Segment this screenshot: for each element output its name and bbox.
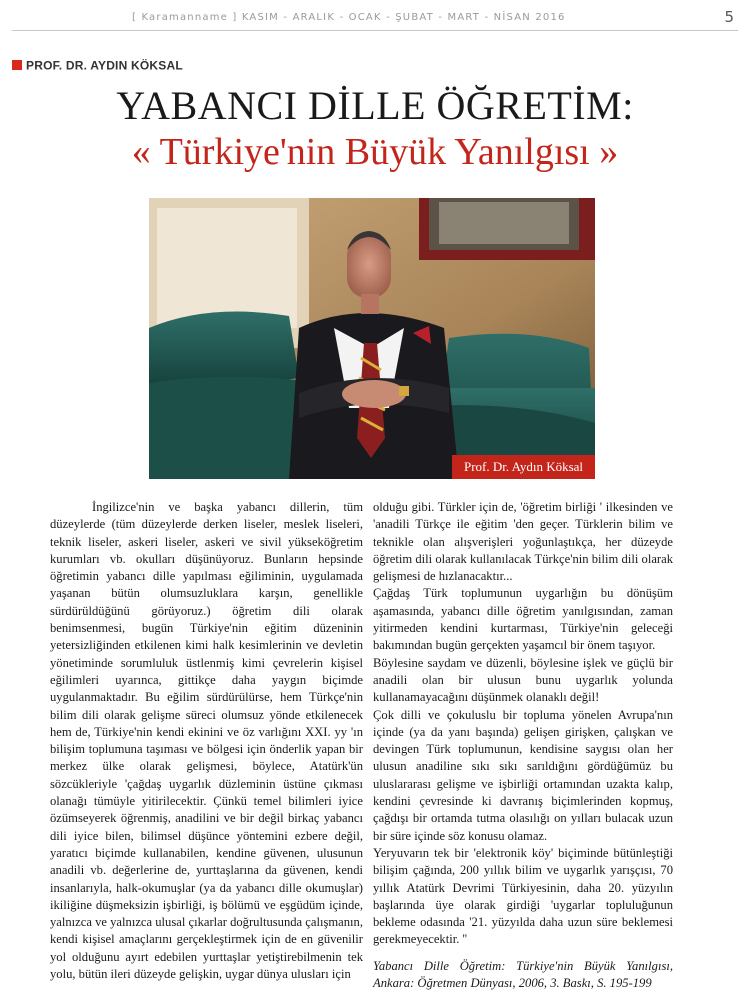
body-paragraph: Çok dilli ve çokuluslu bir topluma yönelen Avrupa'nın içinde (ya da yanı başında) gelişen girişken, çalışkan ve devingen Türk toplumunun, kendisine saygısı olan her ulusun anadiline sıkı sıkı sarıldığını gördüğümüz bu uluslararası gelişme ve işbirliği ortamından uzakta kalıp, kendini çevresinde ki davranış biçimlerinden kopmuş, çağdışı bir ortamda tutma olasılığı on yılları bulacak uzun bir süre içinde söz konusu olamaz. [373,707,673,843]
article-title: YABANCI DİLLE ÖĞRETİM: [116,83,634,128]
body-paragraph: Böylesine saydam ve düzenli, böylesine işlek ve güçlü bir anadili olan bir ulusun bunu uygarlık yolunda kullanamayacağını düşünmek olanaklı değil! [373,655,673,705]
author-photo [149,198,595,479]
body-paragraph: Yeryuvarın tek bir 'elektronik köy' biçiminde bütünleştiği bilişim çağında, 200 yıllık bilim ve uygarlık yarışçısı, 70 yıllık Atatürk Devrimi Türkiyesinin, daha 20. yüzyılın başlarında üye olarak girdiği 'uygarlar topluluğunun bekleme odasında '21. yüzyılda daha uzun süre beklemesi gerekmeyecektir. '' [373,845,673,947]
body-paragraph: olduğu gibi. Türkler için de, 'öğretim birliği ' ilkesinden ve 'anadili Türkçe ile eğitim 'den geçer. Türklerin bilim ve teknikle olan alışverişleri yoğunlaştıkça, her düzeyde öğretim dili olarak kullanılacak Türkçe'nin bilim dili olarak gelişmesi de hızlanacaktır... [373,500,673,584]
photo-caption: Prof. Dr. Aydın Köksal [452,455,595,479]
reference-citation: Yabancı Dille Öğretim: Türkiye'nin Büyük Yanılgısı, Ankara: Öğretmen Dünyası, 2006, 3. Baskı, S. 195-199 [373,958,673,991]
body-paragraph: İngilizce'nin ve başka yabancı dillerin, tüm düzeylerde (tüm düzeylerde derken liseler, meslek liseleri, teknik liseler, askeri liseler, askeri ve sivil yükseköğretim kurumları vb. okulları düşünüyoruz. Bunların hepsinde öğretimin yabancı dille yapılması eğiliminin, uygulamada yaşanan bütün olumsuzluklara karşın, genellikle sürdürüldüğünü görüyoruz.) öğretim dili olarak benimsenmesi, bugün Türkiye'nin eğitim düzeninin yetersizliğinden etkilenen kimi halk kesimlerinin ve devletin yönetiminde sorumluluk üstlenmiş kimi çevrelerin kişisel eğilimleri uyarınca, gittikçe daha yaygın biçimde uygulanmaktadır. Bu eğilim sürdürülürse, hem Türkçe'nin bilim dili olarak gelişme süreci olumsuz yönde etkilenecek hem de, Türkiye'nin kendi ekinini ve öz varlığını XXI. yy 'ın bilişim toplumuna taşıması ve bölgesi için önderlik yapan bir merkez ülke olarak gelişmesi, böylece, Atatürk'ün sözcükleriyle 'çağdaş uygarlık düzleminin üstüne çıkması olanağı tümüyle yitirilecektir. Çünkü temel bilimleri iyice özümseyerek öğrenmiş, anadilini ve bir değil birkaç yabancı dili iyice bilen, bilimsel düşünce yöntemini ezbere değil, yaratıcı biçimde kullanabilen, kendine güvenen, ulusunun anadili vb. değerlerine de, yurttaşlarına da güvenen, kendi insanlarıyla, halk-okumuşlar (ya da yabancı dille okumuşlar) ikiliğine düşmeksizin işbirliği, iş bölümü ve eşgüdüm içinde, yalnızca ve yalnızca ulusal çıkarlar doğrultusunda çalışmanın, kendi kişisel amaçlarını gerçekleştirmek için de en güvenilir yol olduğunu ayırt edebilen yurttaşlar yetiştirebilmenin tek yolu, bütün ileri düzeyde gelişkin, uygar dünya ulusları için [50,500,363,982]
red-square-icon [12,60,22,70]
body-paragraph: Çağdaş Türk toplumunun uygarlığın bu dönüşüm aşamasında, yabancı dille öğretim yanılgısından, zaman yitirmeden kendini kurtarması, Türkiye'nin geleceği bakımından bugün gerçekten yaşamcıl bir önem taşıyor. [373,586,673,653]
body-column-left [50,499,363,983]
author-line [12,56,183,73]
article-subtitle: « Türkiye'nin Büyük Yanılgısı » [131,131,619,173]
body-column-right [373,499,673,992]
author-name: PROF. DR. AYDIN KÖKSAL [26,58,183,73]
page-number: 5 [724,8,734,26]
page-header [12,8,738,31]
header-issue-text: [ Karamanname ] KASIM - ARALIK - OCAK - ŞUBAT - MART - NİSAN 2016 [132,12,566,23]
